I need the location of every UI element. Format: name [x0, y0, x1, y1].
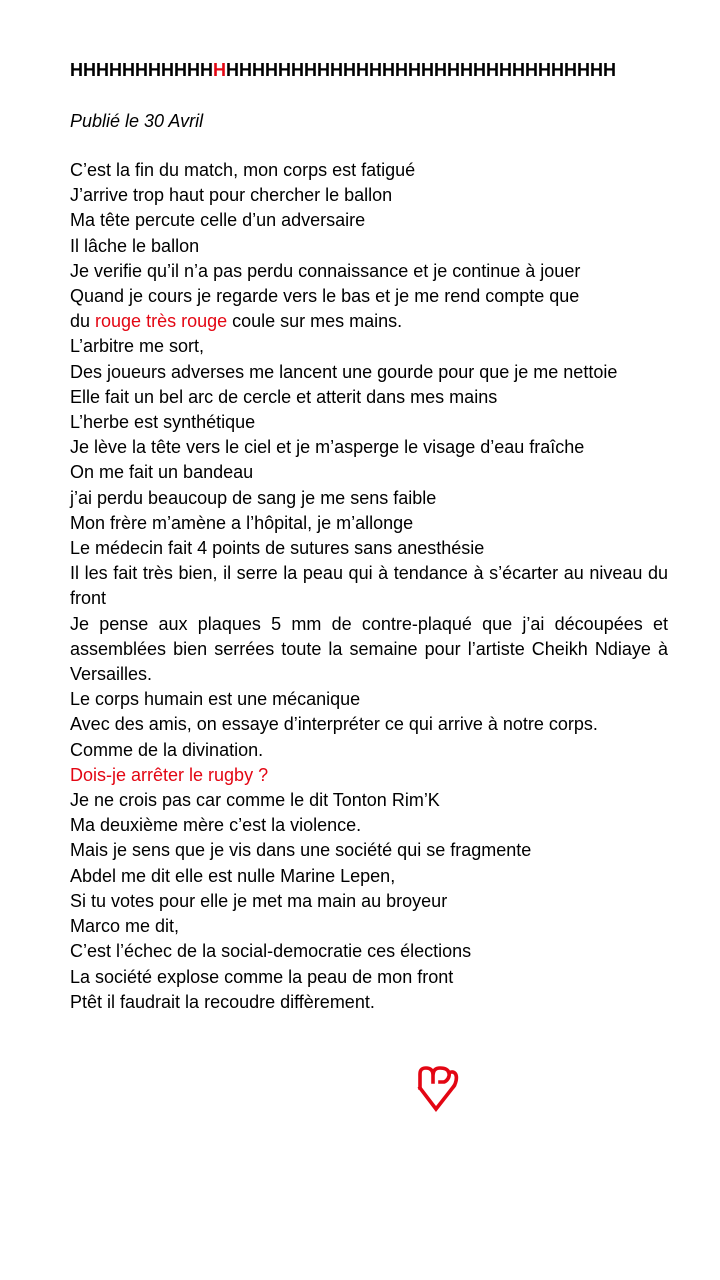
poem-line: Elle fait un bel arc de cercle et atterit dans mes mains — [70, 386, 498, 407]
logo-v-stroke — [420, 1086, 454, 1109]
poem-line: On me fait un bandeau — [70, 462, 254, 483]
header-accent-char: H — [213, 60, 226, 80]
poem-line: Marco me dit, — [70, 916, 180, 937]
poem-line: Si tu votes pour elle je met ma main au broyeur — [70, 890, 448, 911]
poem-line: L’arbitre me sort, — [70, 336, 205, 357]
poem-line: Ma tête percute celle d’un adversaire — [70, 210, 366, 231]
mv-heart-logo-icon — [416, 1066, 460, 1112]
poem-line: J’arrive trop haut pour chercher le ballon — [70, 185, 393, 206]
poem-line: Abdel me dit elle est nulle Marine Lepen, — [70, 865, 396, 886]
poem-line: Je pense aux plaques 5 mm de contre-plaqué que j’ai découpées et assemblées bien serrées toute la semaine pour l’artiste Cheikh Ndiaye à Versailles. — [70, 613, 668, 685]
poem-line: Je ne crois pas car comme le dit Tonton Rim’K — [70, 790, 440, 811]
poem-line: C’est l’échec de la social-democratie ces élections — [70, 941, 472, 962]
header-prefix: HHHHHHHHHHH — [70, 60, 213, 80]
poem-line: Ptêt il faudrait la recoudre diffèrement. — [70, 991, 375, 1012]
poem-highlight: rouge très rouge — [95, 311, 228, 332]
poem-line: Mon frère m’amène a l’hôpital, je m’allonge — [70, 512, 414, 533]
logo-m-stroke — [420, 1068, 456, 1088]
poem-line — [70, 309, 668, 334]
poem-line: La société explose comme la peau de mon front — [70, 966, 454, 987]
header-title — [70, 59, 616, 81]
poem-line: Le médecin fait 4 points de sutures sans anesthésie — [70, 538, 485, 559]
poem-line: Je verifie qu’il n’a pas perdu connaissance et je continue à jouer — [70, 260, 581, 281]
publication-date: Publié le 30 Avril — [70, 111, 204, 131]
poem-line: Avec des amis, on essaye d’interpréter ce qui arrive à notre corps. — [70, 714, 598, 735]
poem-line: Le corps humain est une mécanique — [70, 689, 361, 710]
header-suffix: HHHHHHHHHHHHHHHHHHHHHHHHHHHHHH — [226, 60, 616, 80]
poem-line: L’herbe est synthétique — [70, 412, 256, 433]
poem-line: Je lève la tête vers le ciel et je m’asperge le visage d’eau fraîche — [70, 437, 585, 458]
poem-line: Il les fait très bien, il serre la peau qui à tendance à s’écarter au niveau du front — [70, 563, 668, 609]
poem-line-text: du — [70, 311, 96, 332]
poem-line: Comme de la divination. — [70, 739, 264, 760]
poem-line: j’ai perdu beaucoup de sang je me sens faible — [70, 487, 437, 508]
poem-line: C’est la fin du match, mon corps est fatigué — [70, 160, 416, 180]
poem-line — [70, 763, 668, 788]
poem-line: Quand je cours je regarde vers le bas et je me rend compte que — [70, 286, 580, 307]
poem-line: Il lâche le ballon — [70, 235, 200, 256]
poem-highlight: Dois-je arrêter le rugby ? — [70, 764, 269, 785]
poem-body — [70, 158, 668, 1015]
poem-line: Mais je sens que je vis dans une société qui se fragmente — [70, 840, 532, 861]
poem-line-text: coule sur mes mains. — [227, 311, 403, 332]
poem-line: Ma deuxième mère c’est la violence. — [70, 815, 362, 836]
poem-line: Des joueurs adverses me lancent une gourde pour que je me nettoie — [70, 361, 618, 382]
article-page — [70, 0, 668, 1280]
